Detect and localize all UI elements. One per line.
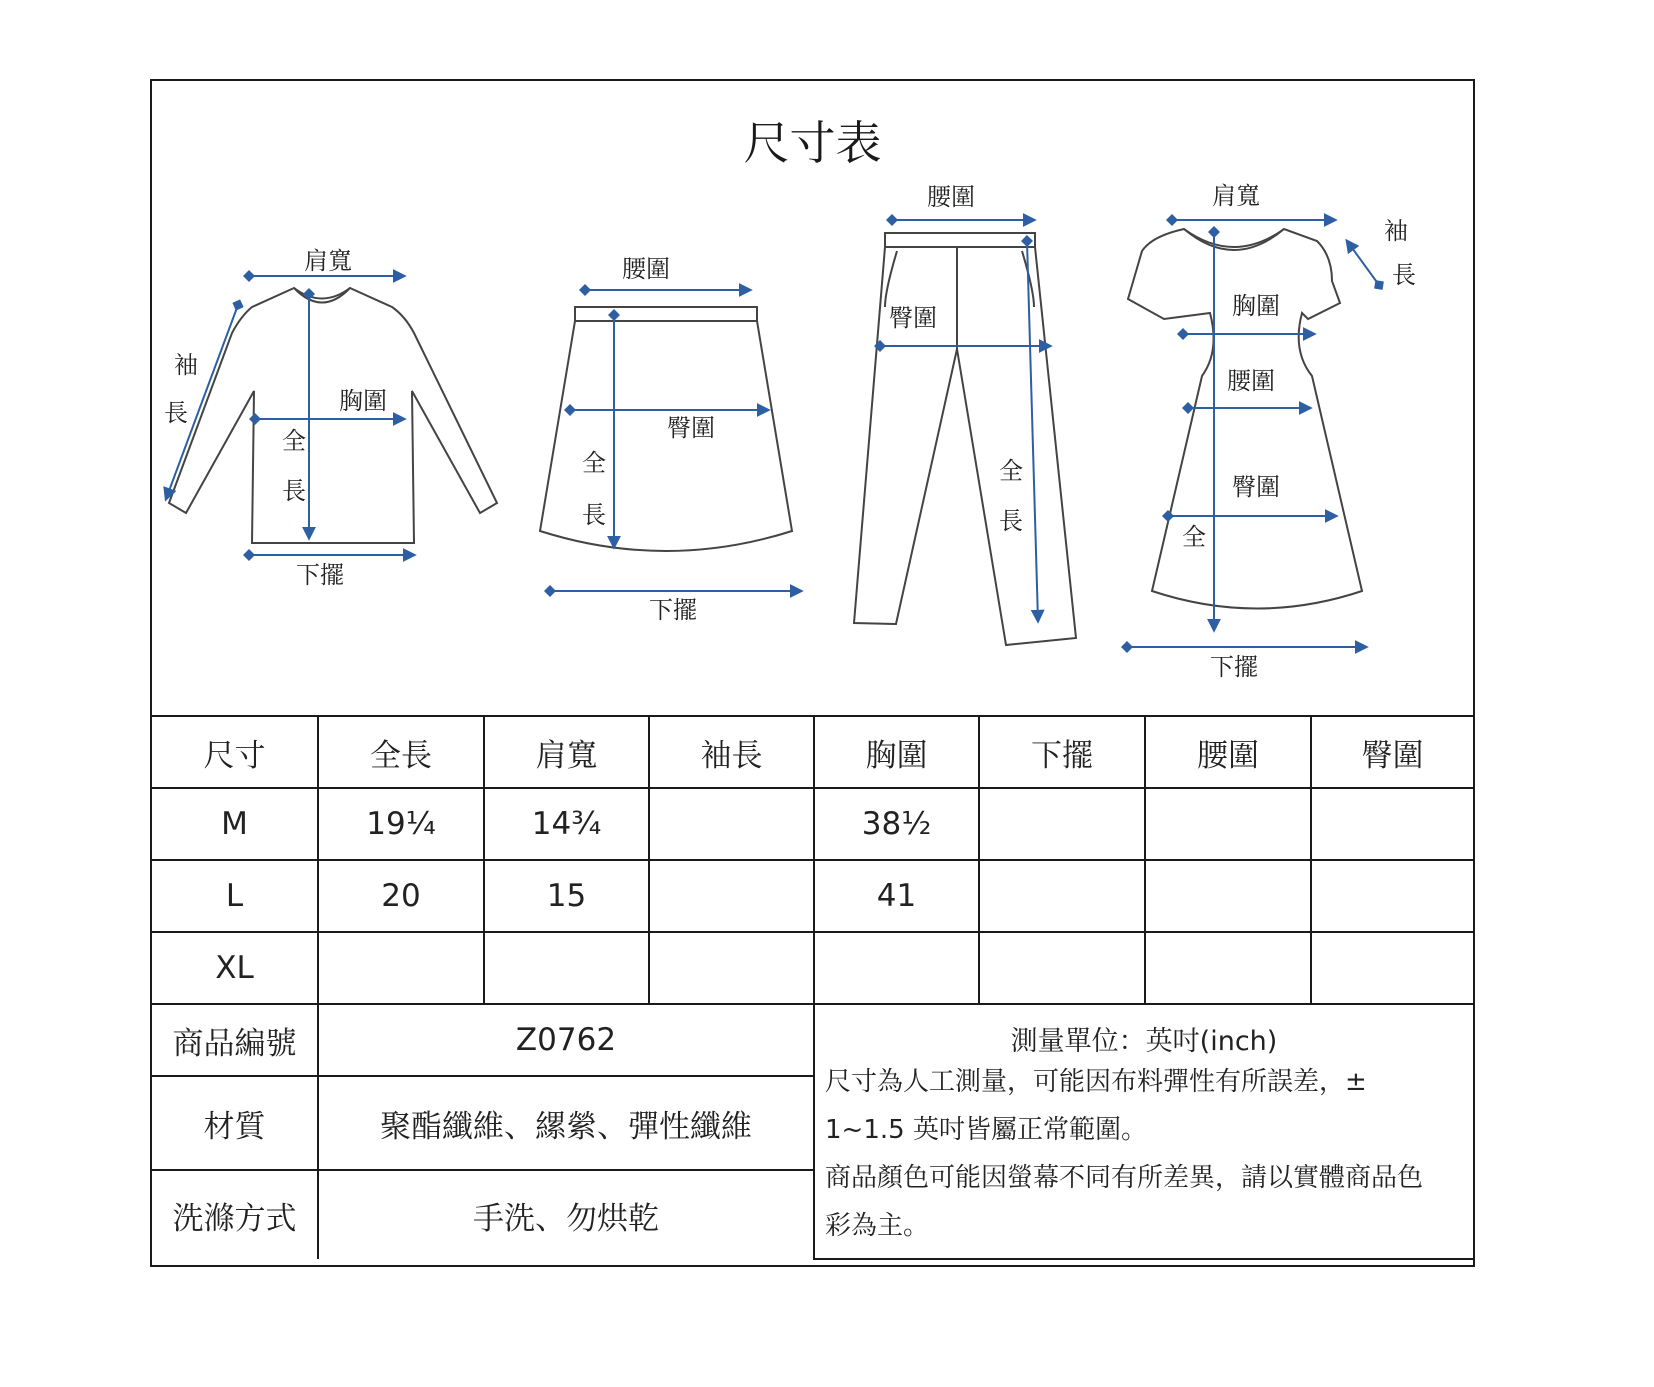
header-cell: 肩寬 (484, 716, 649, 788)
top-chest-label: 胸圍 (339, 387, 387, 415)
header-cell: 下擺 (979, 716, 1145, 788)
code-value: Z0762 (318, 1004, 814, 1076)
pants-waist-label: 腰圍 (927, 183, 975, 211)
material-label: 材質 (152, 1076, 318, 1170)
material-value: 聚酯纖維、縲縈、彈性纖維 (318, 1076, 814, 1170)
skirt-length-label-1: 全 (582, 449, 606, 477)
table-header-row (152, 716, 1473, 788)
top-sleeve-label-1: 袖 (174, 351, 198, 379)
skirt-hip-label: 臀圍 (667, 414, 715, 442)
dress-sleeve-label-1: 袖 (1384, 217, 1408, 245)
top-length-label-1: 全 (282, 427, 306, 455)
dress-hip-label: 臀圍 (1232, 473, 1280, 501)
table-row (152, 860, 1473, 932)
table-cell (1311, 932, 1473, 1004)
note-line: 1~1.5 英吋皆屬正常範圍。 (825, 1115, 1147, 1145)
note-line: 尺寸為人工測量，可能因布料彈性有所誤差，± (825, 1067, 1367, 1097)
page-title: 尺寸表 (743, 116, 882, 170)
table-cell (1311, 860, 1473, 932)
pants-length-label-2: 長 (999, 507, 1023, 535)
table-cell: 15 (484, 860, 649, 932)
wash-label: 洗滌方式 (152, 1170, 318, 1259)
table-cell (979, 860, 1145, 932)
dress-diagram (1128, 229, 1362, 609)
header-cell: 袖長 (649, 716, 814, 788)
table-cell (979, 932, 1145, 1004)
header-cell: 臀圍 (1311, 716, 1473, 788)
table-cell: 20 (318, 860, 484, 932)
table-cell (1145, 932, 1311, 1004)
table-cell (318, 932, 484, 1004)
table-cell: M (152, 788, 318, 860)
table-cell (814, 932, 979, 1004)
dress-shoulder-label: 肩寬 (1212, 182, 1260, 210)
dress-sleeve-label-2: 長 (1392, 261, 1416, 289)
pants-arrows (880, 220, 1050, 621)
dress-arrows (1127, 220, 1379, 647)
pants-hip-label: 臀圍 (889, 304, 937, 332)
code-label: 商品編號 (152, 1004, 318, 1076)
table-cell (1311, 788, 1473, 860)
skirt-diagram (540, 307, 792, 551)
top-hem-label: 下擺 (296, 561, 344, 589)
top-shoulder-label: 肩寬 (304, 247, 352, 275)
dress-hem-label: 下擺 (1210, 653, 1258, 681)
info-row-code (152, 1004, 1473, 1076)
skirt-length-label-2: 長 (582, 501, 606, 529)
notes-cell (814, 1004, 1473, 1259)
table-cell (649, 788, 814, 860)
header-cell: 腰圍 (1145, 716, 1311, 788)
table-cell: 41 (814, 860, 979, 932)
note-line: 商品顏色可能因螢幕不同有所差異，請以實體商品色 (825, 1163, 1424, 1193)
skirt-hem-label: 下擺 (649, 596, 697, 624)
table-cell (484, 932, 649, 1004)
wash-value: 手洗、勿烘乾 (318, 1170, 814, 1259)
table-cell: 14¾ (484, 788, 649, 860)
top-diagram (169, 288, 497, 543)
table-cell: XL (152, 932, 318, 1004)
dress-waist-label: 腰圍 (1227, 367, 1275, 395)
pants-diagram (854, 233, 1076, 645)
table-cell: L (152, 860, 318, 932)
top-length-label-2: 長 (282, 477, 306, 505)
size-chart-frame (150, 79, 1475, 1267)
skirt-waist-label: 腰圍 (622, 255, 670, 283)
garment-diagrams (152, 81, 1473, 715)
note-line: 彩為主。 (825, 1211, 930, 1241)
header-cell: 尺寸 (152, 716, 318, 788)
dress-chest-label: 胸圍 (1232, 292, 1280, 320)
size-table (152, 715, 1473, 1260)
top-arrows (166, 276, 414, 555)
table-cell: 19¼ (318, 788, 484, 860)
table-row (152, 788, 1473, 860)
table-row (152, 932, 1473, 1004)
header-cell: 胸圍 (814, 716, 979, 788)
table-cell (649, 860, 814, 932)
table-cell: 38½ (814, 788, 979, 860)
table-cell (979, 788, 1145, 860)
dress-length-label: 全 (1182, 523, 1206, 551)
header-cell: 全長 (318, 716, 484, 788)
unit-text: 測量單位：英吋(inch) (1010, 1026, 1278, 1057)
table-cell (1145, 788, 1311, 860)
top-sleeve-label-2: 長 (164, 399, 188, 427)
pants-length-label-1: 全 (999, 457, 1023, 485)
table-cell (1145, 860, 1311, 932)
table-cell (649, 932, 814, 1004)
